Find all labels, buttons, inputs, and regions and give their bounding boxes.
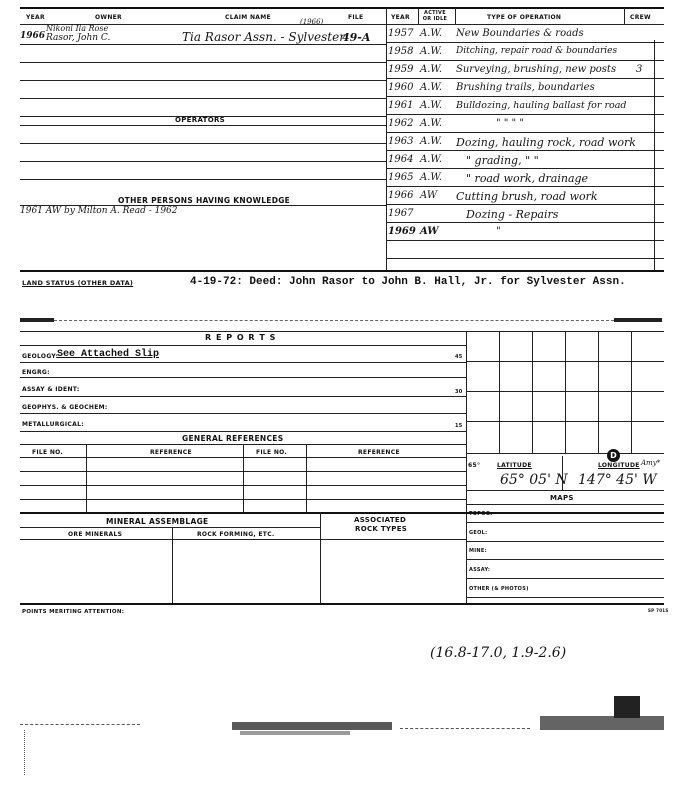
rule [466, 522, 664, 523]
rule [20, 413, 466, 414]
other-persons-entry: 1961 AW by Milton A. Read - 1962 [20, 206, 178, 216]
rule [20, 396, 466, 397]
operation-row [386, 24, 664, 42]
lat-prefix: 65° [468, 462, 481, 469]
rule [565, 331, 566, 453]
rule [466, 541, 664, 542]
col-year-ops: YEAR [391, 14, 410, 21]
ref-col-ref1: REFERENCE [150, 449, 192, 456]
rule [466, 597, 664, 598]
op-year: 1966 [388, 190, 414, 201]
op-year: 1959 [388, 64, 414, 75]
rule [320, 512, 321, 603]
scale-30: 30 [455, 389, 463, 395]
rule [466, 453, 664, 454]
scan-block [614, 696, 640, 718]
op-type: Surveying, brushing, new posts [456, 64, 617, 75]
divider-crew [624, 8, 625, 25]
geophys-label: GEOPHYS. & GEOCHEM: [22, 404, 108, 411]
geology-label: GEOLOGY: [22, 353, 59, 360]
op-type: Dozing, hauling rock, road work [456, 136, 636, 149]
longitude-value: 147° 45' W [578, 472, 657, 488]
op-year: 1958 [388, 46, 414, 57]
divider-type [455, 8, 456, 25]
ref-col-file2: FILE NO. [256, 449, 288, 456]
land-status-label: LAND STATUS (OTHER DATA) [22, 279, 134, 287]
claim-note: (1966) [300, 18, 324, 26]
rule [20, 125, 386, 126]
operation-row [386, 78, 664, 96]
rule [243, 444, 244, 512]
col-type-operation: TYPE OF OPERATION [487, 14, 562, 21]
operation-row [386, 204, 664, 222]
op-year: 1964 [388, 154, 414, 165]
rule [20, 377, 466, 378]
op-year: 1960 [388, 82, 414, 93]
engrg-label: ENGRG: [22, 369, 50, 376]
rule [466, 421, 664, 422]
op-status: A.W. [420, 46, 443, 57]
divider-active [418, 8, 419, 25]
divider-rule [54, 320, 614, 321]
latitude-label: LATITUDE [497, 462, 532, 469]
claim-name-value: Tia Rasor Assn. - Sylvester [182, 30, 345, 44]
op-status: AW [420, 226, 439, 237]
rule [466, 490, 664, 491]
operation-row [386, 186, 664, 204]
location-grid [466, 331, 664, 453]
ref-col-ref2: REFERENCE [358, 449, 400, 456]
op-year: 1957 [388, 28, 414, 39]
assoc-line2: ROCK TYPES [355, 525, 408, 533]
maps-other: OTHER (& PHOTOS) [469, 586, 529, 592]
rule [20, 270, 664, 272]
scan-noise [232, 722, 392, 730]
lon-prefix: Amy* [641, 459, 661, 467]
rule [386, 240, 664, 241]
mineral-title: MINERAL ASSEMBLAGE [106, 517, 209, 526]
rule [20, 179, 386, 180]
maps-assay: ASSAY: [469, 567, 491, 573]
op-type: Dozing - Repairs [466, 208, 559, 221]
rule [466, 559, 664, 560]
op-status: A.W. [420, 172, 443, 183]
geology-value: See Attached Slip [57, 349, 160, 360]
rock-forming-label: ROCK FORMING, ETC. [197, 531, 275, 538]
op-status: A.W. [420, 136, 443, 147]
maps-mine: MINE: [469, 548, 487, 554]
points-label: POINTS MERITING ATTENTION: [22, 609, 125, 615]
operation-row [386, 60, 664, 78]
assoc-line1: ASSOCIATED [354, 516, 407, 524]
op-status: A.W. [420, 28, 443, 39]
rule [20, 44, 386, 45]
op-type: Cutting brush, road work [456, 190, 598, 203]
operation-row [386, 168, 664, 186]
rule [86, 444, 87, 512]
owner-line1: Nikoni Ila Rose [46, 24, 109, 33]
longitude-label: LONGITUDE [598, 462, 640, 469]
op-crew: 3 [636, 64, 643, 75]
handwritten-note: (16.8-17.0, 1.9-2.6) [430, 645, 567, 661]
rule [631, 331, 632, 453]
col-crew: CREW [630, 14, 651, 21]
scale-15: 15 [455, 423, 463, 429]
rule [466, 361, 664, 362]
op-type: " road work, drainage [466, 172, 589, 185]
operation-row [386, 96, 664, 114]
references-title: GENERAL REFERENCES [182, 434, 284, 443]
op-year: 1967 [388, 208, 414, 219]
op-year: 1969 [388, 226, 416, 237]
metallurgical-label: METALLURGICAL: [22, 421, 84, 428]
rule [20, 98, 386, 99]
quadrangle-marker-icon: D [607, 449, 620, 462]
op-type: " " " " [496, 118, 524, 129]
op-type: Bulldozing, hauling ballast for road [456, 100, 627, 111]
op-type: Ditching, repair road & boundaries [456, 46, 618, 56]
land-status-text: 4-19-72: Deed: John Rasor to John B. Hall, Jr. for Sylvester Assn. [190, 276, 626, 288]
rule [20, 362, 466, 363]
latitude-value: 65° 05' N [500, 472, 568, 488]
op-year: 1965 [388, 172, 414, 183]
rule [20, 512, 664, 514]
rule [20, 143, 386, 144]
scan-mark [20, 318, 54, 322]
rule [466, 504, 664, 505]
scan-noise [540, 716, 664, 730]
op-status: A.W. [420, 64, 443, 75]
col-year: YEAR [26, 14, 45, 21]
form-number: SP 701S [648, 608, 669, 613]
op-type: New Boundaries & roads [456, 28, 584, 39]
rule [466, 391, 664, 392]
col-active-idle: ACTIVE OR IDLE [422, 10, 448, 22]
op-year: 1961 [388, 100, 414, 111]
col-file: FILE [348, 14, 364, 21]
op-type: " grading, " " [466, 154, 539, 167]
op-year: 1962 [388, 118, 414, 129]
file-value: 49-A [342, 31, 371, 44]
rule [20, 603, 664, 605]
op-status: A.W. [420, 82, 443, 93]
scan-noise [240, 731, 350, 735]
scan-noise [20, 724, 140, 725]
ore-minerals-label: ORE MINERALS [68, 531, 123, 538]
op-year: 1963 [388, 136, 414, 147]
scan-noise [400, 728, 530, 729]
other-persons-label: OTHER PERSONS HAVING KNOWLEDGE [118, 196, 291, 205]
operation-row [386, 150, 664, 168]
rule [20, 62, 386, 63]
rule [20, 431, 466, 432]
op-status: A.W. [420, 118, 443, 129]
maps-title: MAPS [550, 494, 574, 502]
assay-label: ASSAY & IDENT: [22, 386, 80, 393]
rule [386, 258, 664, 259]
operation-row [386, 222, 664, 240]
operation-row [386, 42, 664, 60]
operators-label: OPERATORS [175, 116, 225, 124]
maps-geol: GEOL: [469, 530, 488, 536]
col-owner: OWNER [95, 14, 122, 21]
op-type: " [496, 226, 501, 237]
rule [499, 331, 500, 453]
col-claim-name: CLAIM NAME [225, 14, 271, 21]
op-type: Brushing trails, boundaries [456, 82, 595, 93]
rule [20, 80, 386, 81]
scan-noise [24, 730, 25, 775]
op-status: A.W. [420, 154, 443, 165]
operation-row [386, 132, 664, 150]
rule [20, 527, 320, 528]
top-border [20, 7, 664, 9]
owner-year: 1966 [20, 31, 46, 41]
maps-topog: TOPOG: [469, 511, 493, 517]
rule [172, 527, 173, 603]
reports-title: R E P O R T S [205, 333, 277, 342]
scan-mark [614, 318, 662, 322]
rule [532, 331, 533, 453]
rule [20, 539, 466, 540]
scale-45: 45 [455, 354, 463, 360]
operation-row [386, 114, 664, 132]
owner-line2: Rasor, John C. [46, 33, 111, 43]
rule [598, 331, 599, 453]
rule [20, 161, 386, 162]
ref-col-file1: FILE NO. [32, 449, 64, 456]
rule [20, 345, 466, 346]
rule [466, 578, 664, 579]
rule [306, 444, 307, 512]
op-status: AW [420, 190, 438, 201]
op-status: A.W. [420, 100, 443, 111]
